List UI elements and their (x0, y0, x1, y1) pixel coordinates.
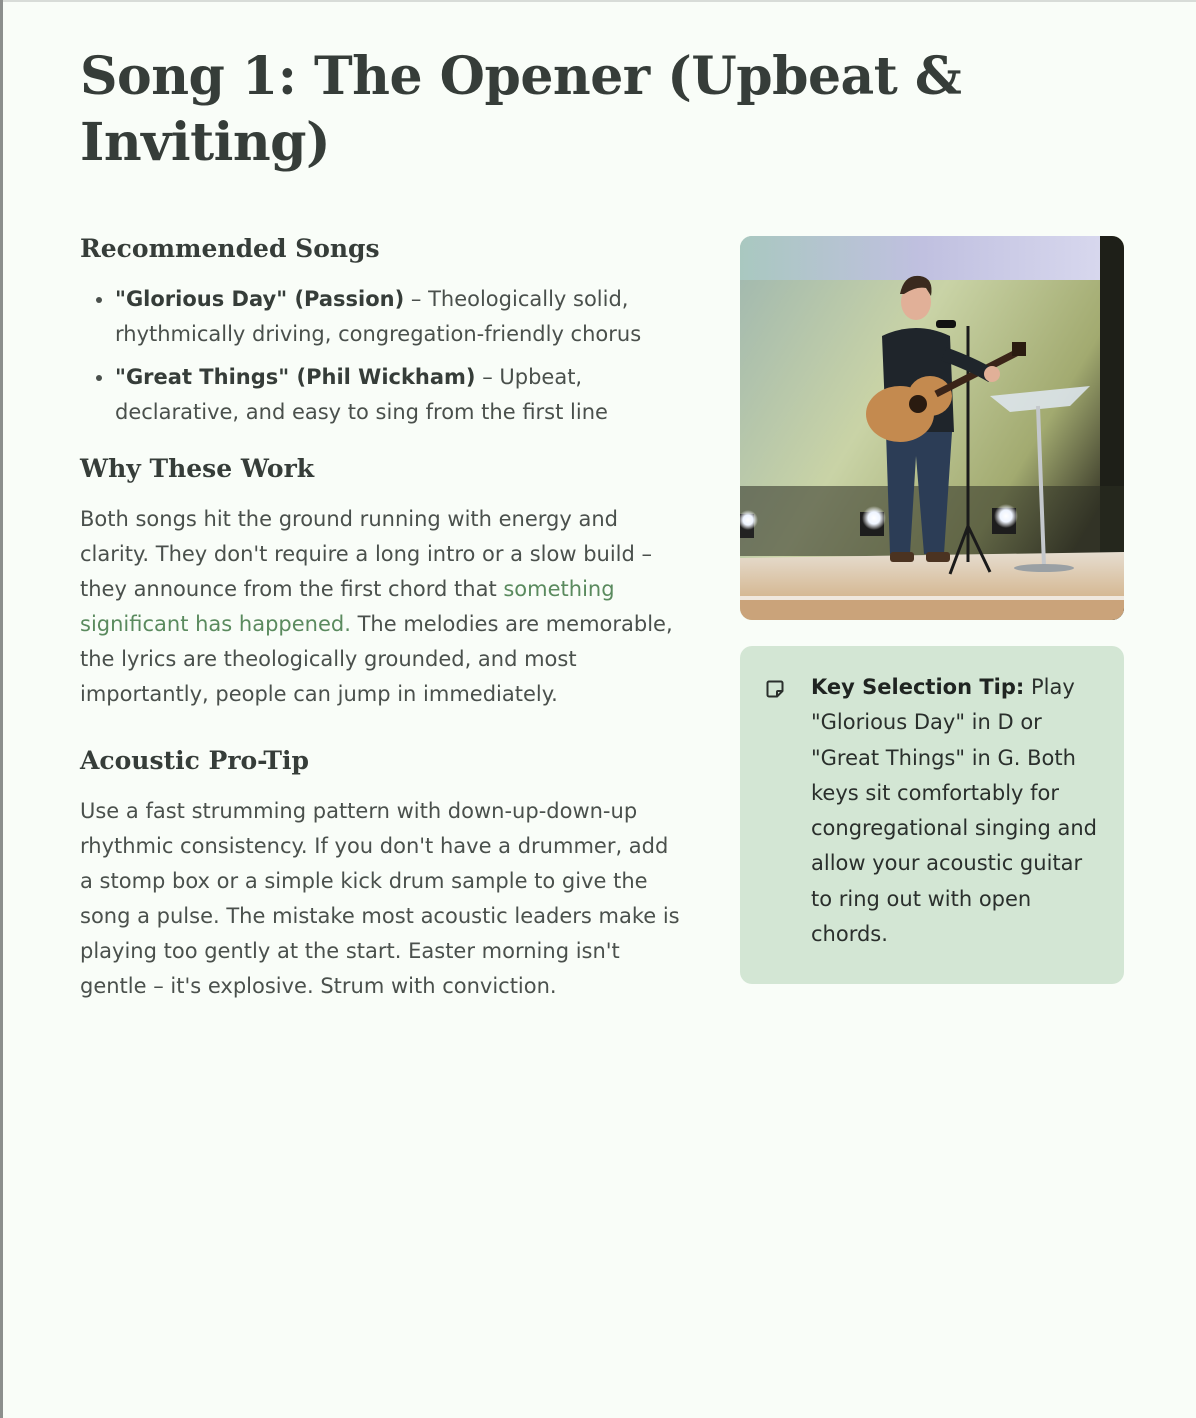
why-these-work-heading: Why These Work (80, 454, 315, 483)
song-description: – Upbeat, declarative, and easy to sing from the first line (115, 365, 608, 424)
tip-body: Play "Glorious Day" in D or "Great Things" in G. Both keys sit comfortably for congregational singing and allow your acoustic guitar to ring out with open chords. (811, 675, 1098, 947)
why-text-start: Both songs hit the ground running with energy and clarity. They don't require a long intro or a slow build – they announce from the first chord that (80, 507, 653, 601)
song-title: "Great Things" (Phil Wickham) (115, 365, 476, 389)
page-top-edge (0, 0, 1196, 2)
tip-label: Key Selection Tip: (811, 675, 1025, 699)
recommended-songs-list (80, 282, 680, 430)
acoustic-pro-tip-paragraph: Use a fast strumming pattern with down-up-down-up rhythmic consistency. If you don't have a drummer, add a stomp box or a simple kick drum sample to give the song a pulse. The mistake most acoustic leaders make is playing too gently at the start. Easter morning isn't gentle – it's explosive. Strum with conviction. (80, 799, 680, 998)
worship-leader-photo (740, 236, 1124, 620)
song-title: "Glorious Day" (Passion) (115, 287, 405, 311)
list-item (115, 360, 680, 430)
list-item (115, 282, 680, 352)
tip-text (811, 670, 1107, 952)
recommended-songs-heading: Recommended Songs (80, 234, 380, 263)
why-these-work-paragraph (80, 502, 680, 712)
highlighted-phrase: something significant has happened. (80, 577, 615, 636)
key-selection-tip-box (740, 646, 1124, 984)
note-icon (765, 679, 785, 699)
page-title: Song 1: The Opener (Upbeat & Inviting) (80, 46, 962, 173)
page-left-edge (0, 0, 3, 1418)
why-text-end: The melodies are memorable, the lyrics are theologically grounded, and most importantly, people can jump in immediately. (80, 612, 673, 706)
acoustic-pro-tip-heading: Acoustic Pro-Tip (80, 746, 309, 775)
main-content (80, 232, 680, 1004)
song-description: – Theologically solid, rhythmically driving, congregation-friendly chorus (115, 287, 642, 346)
